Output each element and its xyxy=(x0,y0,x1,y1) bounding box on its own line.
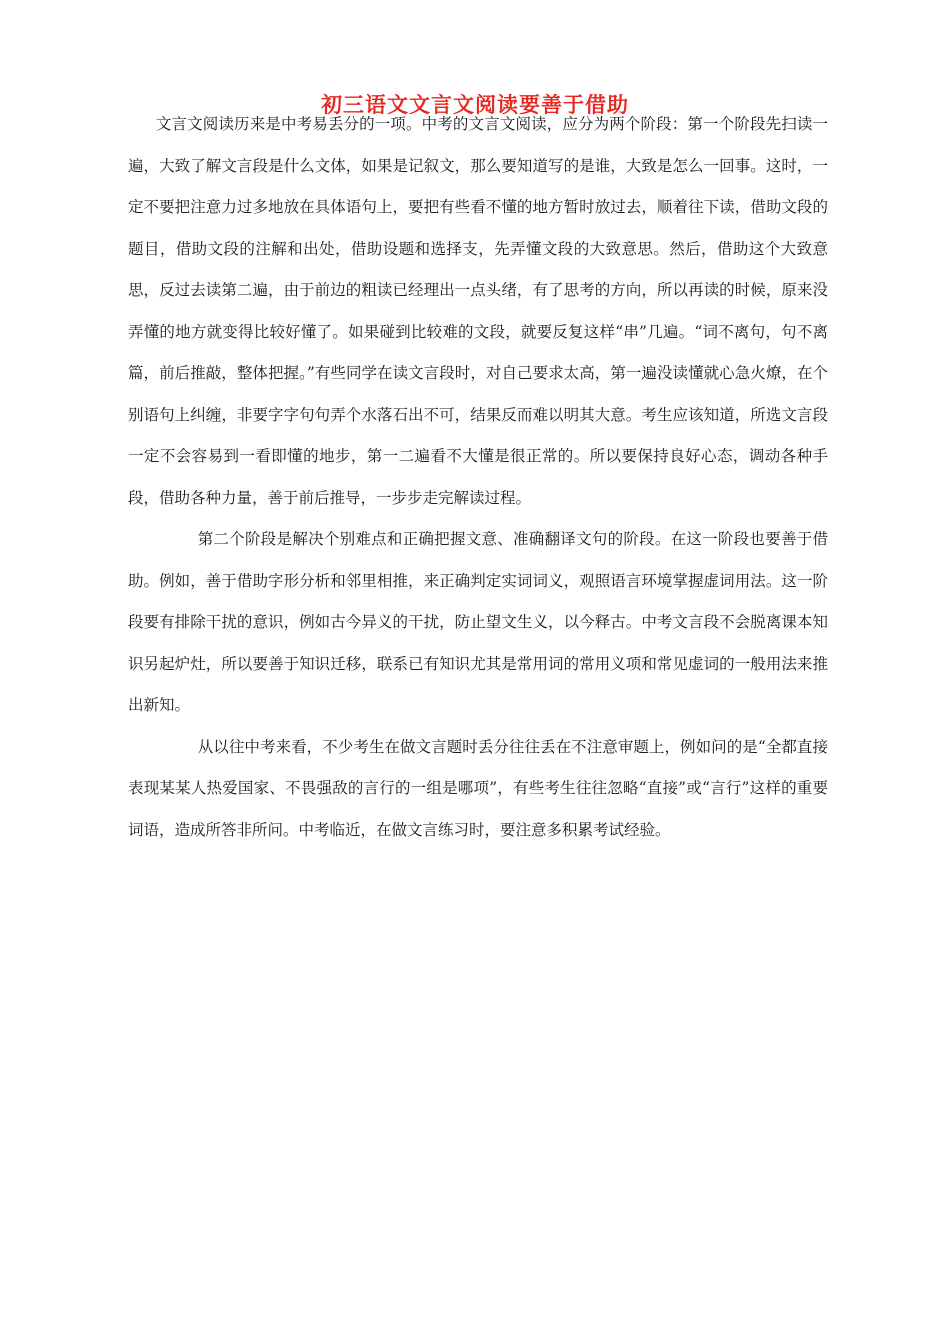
page-title: 初三语文文言文阅读要善于借助 xyxy=(321,92,629,118)
paragraph-3: 从以往中考来看，不少考生在做文言题时丢分往往丢在不注意审题上，例如问的是“全都直接表现某某人热爱国家、不畏强敌的言行的一组是哪项”，有些考生往往忽略“直接”或“言行”这样的重要词语，造成所答非所问。中考临近，在做文言练习时，要注意多积累考试经验。 xyxy=(128,737,828,839)
paragraph-2: 第二个阶段是解决个别难点和正确把握文意、准确翻译文句的阶段。在这一阶段也要善于借助。例如，善于借助字形分析和邻里相推，来正确判定实词词义，观照语言环境掌握虚词用法。这一阶段要有排除干扰的意识，例如古今异义的干扰，防止望文生义，以今释古。中考文言段不会脱离课本知识另起炉灶，所以要善于知识迁移，联系已有知识尤其是常用词的常用义项和常见虚词的一般用法来推出新知。 xyxy=(128,530,828,714)
article-body xyxy=(128,104,828,851)
paragraph-1: 文言文阅读历来是中考易丢分的一项。中考的文言文阅读，应分为两个阶段：第一个阶段先扫读一遍，大致了解文言段是什么文体，如果是记叙文，那么要知道写的是谁，大致是怎么一回事。这时，一定不要把注意力过多地放在具体语句上，要把有些看不懂的地方暂时放过去，顺着往下读，借助文段的题目，借助文段的注解和出处，借助设题和选择支，先弄懂文段的大致意思。然后，借助这个大致意思，反过去读第二遍，由于前边的粗读已经理出一点头绪，有了思考的方向，所以再读的时候，原来没弄懂的地方就变得比较好懂了。如果碰到比较难的文段，就要反复这样“串”几遍。“词不离句，句不离篇，前后推敲，整体把握。”有些同学在读文言段时，对自己要求太高，第一遍没读懂就心急火燎，在个别语句上纠缠，非要字字句句弄个水落石出不可，结果反而难以明其大意。考生应该知道，所选文言段一定不会容易到一看即懂的地步，第一二遍看不大懂是很正常的。所以要保持良好心态，调动各种手段，借助各种力量，善于前后推导，一步步走完解读过程。 xyxy=(128,115,828,507)
